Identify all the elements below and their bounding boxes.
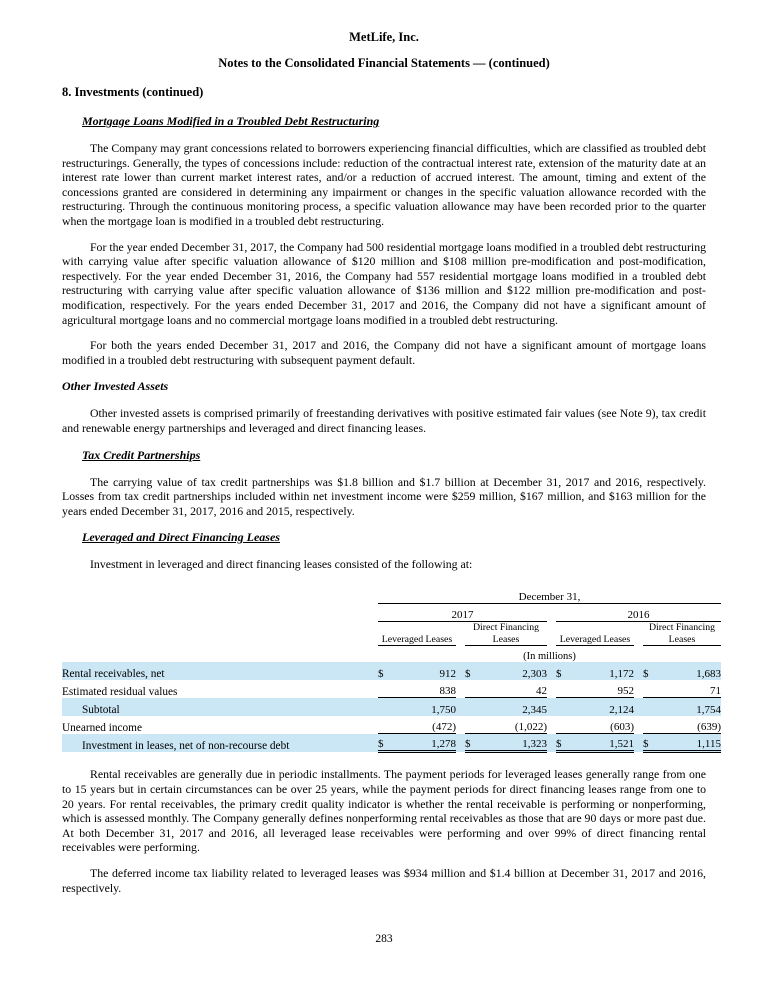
financial-table — [62, 586, 721, 754]
row-label: Subtotal — [82, 703, 120, 716]
table-row-unearned-income — [62, 716, 721, 734]
dollar-sign — [378, 698, 394, 716]
cell-value: 1,323 — [481, 734, 547, 752]
cell-value: (639) — [659, 716, 721, 734]
table-header-column-row — [62, 622, 721, 646]
cell-value: 1,172 — [609, 667, 634, 680]
dollar-sign: $ — [556, 667, 562, 680]
paragraph-rental-receivables: Rental receivables are generally due in periodic installments. The payment periods for leveraged leases generally range from one to 15 years but in certain circumstances can be over 25 years, while the payment periods for direct financing leases range from one to 20 years. For rental receivables, the primary credit quality indicator is whether the rental receivable is performing or nonperforming, which is assessed monthly. The Company generally defines nonperforming rental receivables as those that are 90 days or more past due. At both December 31, 2017 and 2016, all leveraged lease receivables were performing and over 99% of direct financing rental receivables were performing. — [62, 767, 706, 855]
dollar-sign: $ — [643, 734, 659, 752]
table-date-header: December 31, — [378, 586, 721, 604]
dollar-sign — [378, 680, 394, 698]
table-units-row — [62, 646, 721, 662]
row-label: Unearned income — [62, 721, 142, 734]
subsection-heading-leveraged-leases: Leveraged and Direct Financing Leases — [82, 530, 280, 545]
cell-value: 71 — [659, 680, 721, 698]
cell-value: 1,683 — [696, 667, 721, 680]
cell-value: 952 — [572, 680, 634, 698]
table-header-date-row — [62, 586, 721, 604]
column-header-direct-2017: Direct Financing Leases — [465, 622, 547, 646]
dollar-sign — [556, 698, 572, 716]
subsection-heading-mortgage-loans: Mortgage Loans Modified in a Troubled Debt Restructuring — [82, 114, 380, 128]
cell-value: 1,754 — [696, 703, 721, 716]
paragraph-other-invested-assets: Other invested assets is comprised primarily of freestanding derivatives with positive estimated fair values (see Note 9), tax credit and renewable energy partnerships and leveraged and direct financing leases. — [62, 406, 706, 435]
table-year-2016: 2016 — [556, 604, 721, 622]
row-label: Estimated residual values — [62, 685, 178, 698]
paragraph-deferred-tax: The deferred income tax liability related to leveraged leases was $934 million and $1.4 billion at December 31, 2017 and 2016, respectively. — [62, 865, 706, 895]
dollar-sign: $ — [465, 667, 471, 680]
dollar-sign: $ — [556, 734, 572, 752]
subsection-heading-tax-credit-partnerships: Tax Credit Partnerships — [82, 447, 201, 462]
paragraph-mortgage-2: For the year ended December 31, 2017, the Company had 500 residential mortgage loans modified in a troubled debt restructuring with carrying value after specific valuation allowance of $120 million and $108 million pre-modification and post-modification, respectively. For the year ended December 31, 2016, the Company had 557 residential mortgage loans modified in a troubled debt restructuring with carrying value after specific valuation allowance of $136 million and $122 million pre-modification and post-modification, respectively. For the years ended December 31, 2017 and 2016, the Company did not have a significant amount of agricultural mortgage loans and no commercial mortgage loans modified in a troubled debt restructuring. — [62, 239, 706, 327]
cell-value: 2,124 — [609, 703, 634, 716]
dollar-sign — [556, 716, 572, 734]
paragraph-mortgage-3: For both the years ended December 31, 2017 and 2016, the Company did not have a significant amount of mortgage loans modified in a troubled debt restructuring with subsequent payment default. — [62, 338, 706, 367]
table-row-estimated-residual — [62, 680, 721, 698]
cell-value: (603) — [572, 716, 634, 734]
table-year-2017: 2017 — [378, 604, 547, 622]
dollar-sign — [465, 680, 481, 698]
dollar-sign — [643, 680, 659, 698]
row-label: Investment in leases, net of non-recourse debt — [82, 739, 290, 752]
dollar-sign — [465, 698, 481, 716]
column-header-direct-2016: Direct Financing Leases — [643, 622, 721, 646]
table-header-year-row — [62, 604, 721, 622]
dollar-sign: $ — [465, 734, 481, 752]
cell-value: 1,115 — [659, 734, 721, 752]
paragraph-mortgage-1: The Company may grant concessions related to borrowers experiencing financial difficulties, which are classified as troubled debt restructurings. Generally, the types of concessions include: reduction of the contractual interest rate, extension of the maturity date at an interest rate lower than current market interest rates, and/or a reduction of accrued interest. The amount, timing and extent of the concessions granted are considered in determining any impairment or changes in the specific valuation allowance recorded with the restructuring. Through the continuous monitoring process, a specific valuation allowance may have been recorded prior to the quarter when the mortgage loan is modified in a troubled debt restructuring. — [62, 141, 706, 228]
dollar-sign — [643, 716, 659, 734]
cell-value: 1,521 — [572, 734, 634, 752]
column-header-leveraged-2016: Leveraged Leases — [556, 622, 634, 646]
table-row-subtotal — [62, 698, 721, 716]
cell-value: 912 — [439, 667, 456, 680]
dollar-sign — [556, 680, 572, 698]
cell-value: 1,750 — [431, 703, 456, 716]
document-subtitle: Notes to the Consolidated Financial Statements — (continued) — [218, 56, 550, 70]
cell-value: (472) — [394, 716, 456, 734]
dollar-sign — [378, 716, 394, 734]
table-row-investment-net — [62, 734, 721, 752]
cell-value: 838 — [394, 680, 456, 698]
table-units-label: (In millions) — [523, 650, 576, 662]
cell-value: 42 — [481, 680, 547, 698]
section-heading: 8. Investments (continued) — [62, 85, 204, 99]
cell-value: 1,278 — [394, 734, 456, 752]
paragraph-tax-credit-partnerships: The carrying value of tax credit partnerships was $1.8 billion and $1.7 billion at December 31, 2017 and 2016, respectively. Losses from tax credit partnerships included within net investment income were $259 million, $167 million, and $163 million for the years ended December 31, 2017, 2016 and 2015, respectively. — [62, 474, 706, 518]
paragraph-leases-intro: Investment in leveraged and direct financing leases consisted of the following at: — [90, 557, 473, 572]
row-label: Rental receivables, net — [62, 667, 165, 680]
cell-value: (1,022) — [481, 716, 547, 734]
page-number: 283 — [375, 933, 393, 945]
cell-value: 2,345 — [522, 703, 547, 716]
column-header-leveraged-2017: Leveraged Leases — [378, 622, 456, 646]
table-row-rental-receivables — [62, 662, 721, 680]
document-title: MetLife, Inc. — [349, 30, 419, 44]
subsection-heading-other-invested-assets: Other Invested Assets — [62, 379, 169, 394]
cell-value: 2,303 — [522, 667, 547, 680]
dollar-sign: $ — [378, 734, 394, 752]
dollar-sign — [643, 698, 659, 716]
dollar-sign — [465, 716, 481, 734]
dollar-sign: $ — [378, 667, 384, 680]
dollar-sign: $ — [643, 667, 649, 680]
